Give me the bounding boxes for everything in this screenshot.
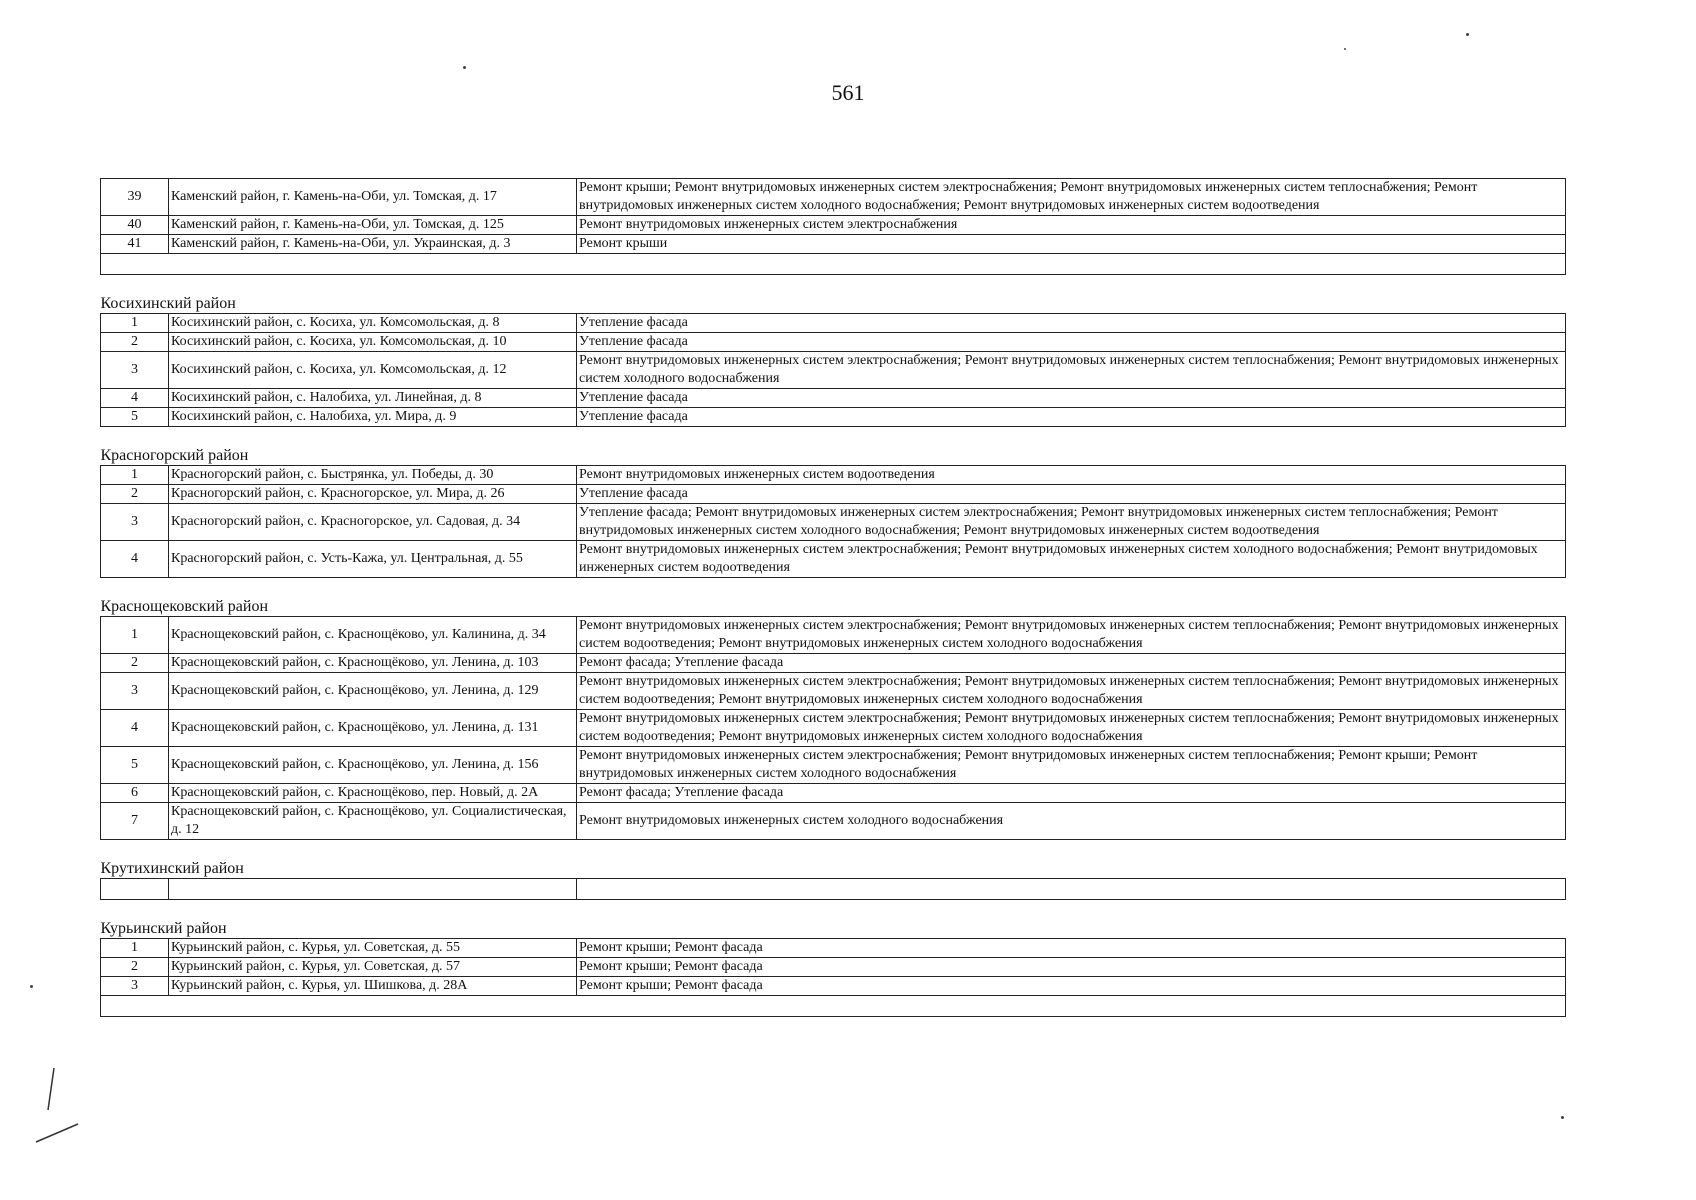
page-number: 561 [831, 80, 865, 105]
row-number: 4 [101, 541, 169, 578]
row-address: Каменский район, г. Камень-на-Оби, ул. Томская, д. 125 [169, 216, 577, 235]
row-works: Ремонт фасада; Утепление фасада [577, 784, 1566, 803]
row-works: Ремонт фасада; Утепление фасада [577, 654, 1566, 673]
section-header-row [101, 427, 1566, 466]
section-header-cell [101, 578, 1566, 617]
row-address: Красногорский район, с. Усть-Кажа, ул. Центральная, д. 55 [169, 541, 577, 578]
row-works: Ремонт внутридомовых инженерных систем электроснабжения [577, 216, 1566, 235]
row-address: Курьинский район, с. Курья, ул. Советская, д. 55 [169, 939, 577, 958]
row-number: 2 [101, 958, 169, 977]
table-row [101, 235, 1566, 254]
spacer-cell [101, 996, 1566, 1017]
works-table [100, 178, 1566, 1017]
table-row [101, 352, 1566, 389]
row-address: Краснощековский район, с. Краснощёково, ул. Ленина, д. 156 [169, 747, 577, 784]
table-row [101, 977, 1566, 996]
table-row [101, 333, 1566, 352]
section-title: Крутихинский район [100, 860, 244, 877]
row-works: Ремонт крыши; Ремонт фасада [577, 939, 1566, 958]
row-number: 3 [101, 673, 169, 710]
row-number: 1 [101, 939, 169, 958]
table-row [101, 408, 1566, 427]
scan-speck [463, 66, 466, 69]
row-works: Ремонт крыши [577, 235, 1566, 254]
section-header-cell [101, 900, 1566, 939]
row-address: Красногорский район, с. Красногорское, ул. Мира, д. 26 [169, 485, 577, 504]
row-number: 4 [101, 389, 169, 408]
pen-stroke [30, 1060, 90, 1150]
row-number: 6 [101, 784, 169, 803]
table-row [101, 784, 1566, 803]
section-header-cell [101, 840, 1566, 879]
row-works: Утепление фасада [577, 333, 1566, 352]
scan-speck [1561, 1116, 1564, 1119]
row-address: Краснощековский район, с. Краснощёково, пер. Новый, д. 2А [169, 784, 577, 803]
row-address: Курьинский район, с. Курья, ул. Советская, д. 57 [169, 958, 577, 977]
row-works: Утепление фасада [577, 389, 1566, 408]
row-works: Ремонт крыши; Ремонт фасада [577, 977, 1566, 996]
section-title: Красногорский район [100, 447, 249, 464]
table-row [101, 710, 1566, 747]
row-works: Ремонт внутридомовых инженерных систем водоотведения [577, 466, 1566, 485]
row-number: 1 [101, 314, 169, 333]
row-works: Ремонт внутридомовых инженерных систем электроснабжения; Ремонт внутридомовых инженерных систем холодного водоснабжения; Ремонт внутридомовых инженерных систем водоотведения [577, 541, 1566, 578]
row-address: Краснощековский район, с. Краснощёково, ул. Ленина, д. 103 [169, 654, 577, 673]
row-works: Ремонт внутридомовых инженерных систем электроснабжения; Ремонт внутридомовых инженерных систем теплоснабжения; Ремонт внутридомовых инженерных систем водоотведения; Ремонт внутридомовых инженерных систем холодного водоснабжения [577, 710, 1566, 747]
table-row [101, 803, 1566, 840]
row-address [169, 879, 577, 900]
section-header-row [101, 578, 1566, 617]
row-address: Косихинский район, с. Косиха, ул. Комсомольская, д. 12 [169, 352, 577, 389]
table-row [101, 389, 1566, 408]
table-row [101, 504, 1566, 541]
section-title: Краснощековский район [100, 598, 269, 615]
table-row [101, 654, 1566, 673]
row-number: 3 [101, 352, 169, 389]
section-header-cell [101, 275, 1566, 314]
scan-speck [1344, 48, 1346, 50]
table-row [101, 617, 1566, 654]
row-address: Каменский район, г. Камень-на-Оби, ул. Украинская, д. 3 [169, 235, 577, 254]
section-title: Косихинский район [100, 295, 236, 312]
row-works: Ремонт крыши; Ремонт фасада [577, 958, 1566, 977]
row-works: Ремонт внутридомовых инженерных систем электроснабжения; Ремонт внутридомовых инженерных систем теплоснабжения; Ремонт внутридомовых инженерных систем холодного водоснабжения [577, 352, 1566, 389]
row-works: Утепление фасада; Ремонт внутридомовых инженерных систем электроснабжения; Ремонт внутридомовых инженерных систем теплоснабжения; Ремонт внутридомовых инженерных систем холодного водоснабжения; Ремонт внутридомовых инженерных систем водоотведения [577, 504, 1566, 541]
table-row [101, 747, 1566, 784]
row-address: Красногорский район, с. Быстрянка, ул. Победы, д. 30 [169, 466, 577, 485]
row-number: 1 [101, 617, 169, 654]
row-address: Косихинский район, с. Налобиха, ул. Мира, д. 9 [169, 408, 577, 427]
section-title: Курьинский район [100, 920, 227, 937]
table-row [101, 939, 1566, 958]
table-row [101, 958, 1566, 977]
row-address: Краснощековский район, с. Краснощёково, ул. Калинина, д. 34 [169, 617, 577, 654]
scan-speck [30, 985, 33, 988]
scan-speck [1466, 33, 1469, 36]
section-header-row [101, 840, 1566, 879]
row-works: Ремонт внутридомовых инженерных систем электроснабжения; Ремонт внутридомовых инженерных систем теплоснабжения; Ремонт крыши; Ремонт внутридомовых инженерных систем холодного водоснабжения [577, 747, 1566, 784]
row-number: 41 [101, 235, 169, 254]
row-works: Утепление фасада [577, 314, 1566, 333]
row-number [101, 879, 169, 900]
row-number: 2 [101, 485, 169, 504]
section-header-row [101, 900, 1566, 939]
row-works: Ремонт внутридомовых инженерных систем электроснабжения; Ремонт внутридомовых инженерных систем теплоснабжения; Ремонт внутридомовых инженерных систем водоотведения; Ремонт внутридомовых инженерных систем холодного водоснабжения [577, 673, 1566, 710]
row-number: 4 [101, 710, 169, 747]
row-number: 2 [101, 333, 169, 352]
table-row [101, 485, 1566, 504]
row-number: 5 [101, 408, 169, 427]
row-number: 40 [101, 216, 169, 235]
row-number: 3 [101, 977, 169, 996]
table-row [101, 216, 1566, 235]
row-works: Ремонт крыши; Ремонт внутридомовых инженерных систем электроснабжения; Ремонт внутридомовых инженерных систем теплоснабжения; Ремонт внутридомовых инженерных систем холодного водоснабжения; Ремонт внутридомовых инженерных систем водоотведения [577, 179, 1566, 216]
row-address: Косихинский район, с. Косиха, ул. Комсомольская, д. 8 [169, 314, 577, 333]
row-number: 39 [101, 179, 169, 216]
row-address: Краснощековский район, с. Краснощёково, ул. Социалистическая, д. 12 [169, 803, 577, 840]
table-row [101, 673, 1566, 710]
works-table-body [101, 179, 1566, 1017]
row-works: Ремонт внутридомовых инженерных систем холодного водоснабжения [577, 803, 1566, 840]
row-number: 2 [101, 654, 169, 673]
row-address: Курьинский район, с. Курья, ул. Шишкова, д. 28А [169, 977, 577, 996]
table-row [101, 466, 1566, 485]
table-row [101, 541, 1566, 578]
spacer-cell [101, 254, 1566, 275]
spacer-row [101, 254, 1566, 275]
row-works: Ремонт внутридомовых инженерных систем электроснабжения; Ремонт внутридомовых инженерных систем теплоснабжения; Ремонт внутридомовых инженерных систем водоотведения; Ремонт внутридомовых инженерных систем холодного водоснабжения [577, 617, 1566, 654]
row-address: Косихинский район, с. Косиха, ул. Комсомольская, д. 10 [169, 333, 577, 352]
row-number: 3 [101, 504, 169, 541]
row-address: Каменский район, г. Камень-на-Оби, ул. Томская, д. 17 [169, 179, 577, 216]
row-number: 5 [101, 747, 169, 784]
section-header-cell [101, 427, 1566, 466]
row-number: 7 [101, 803, 169, 840]
row-address: Краснощековский район, с. Краснощёково, ул. Ленина, д. 131 [169, 710, 577, 747]
row-works: Утепление фасада [577, 408, 1566, 427]
table-row [101, 879, 1566, 900]
table-row [101, 314, 1566, 333]
row-works [577, 879, 1566, 900]
section-header-row [101, 275, 1566, 314]
spacer-row [101, 996, 1566, 1017]
row-address: Косихинский район, с. Налобиха, ул. Линейная, д. 8 [169, 389, 577, 408]
table-row [101, 179, 1566, 216]
row-address: Красногорский район, с. Красногорское, ул. Садовая, д. 34 [169, 504, 577, 541]
row-address: Краснощековский район, с. Краснощёково, ул. Ленина, д. 129 [169, 673, 577, 710]
row-number: 1 [101, 466, 169, 485]
row-works: Утепление фасада [577, 485, 1566, 504]
